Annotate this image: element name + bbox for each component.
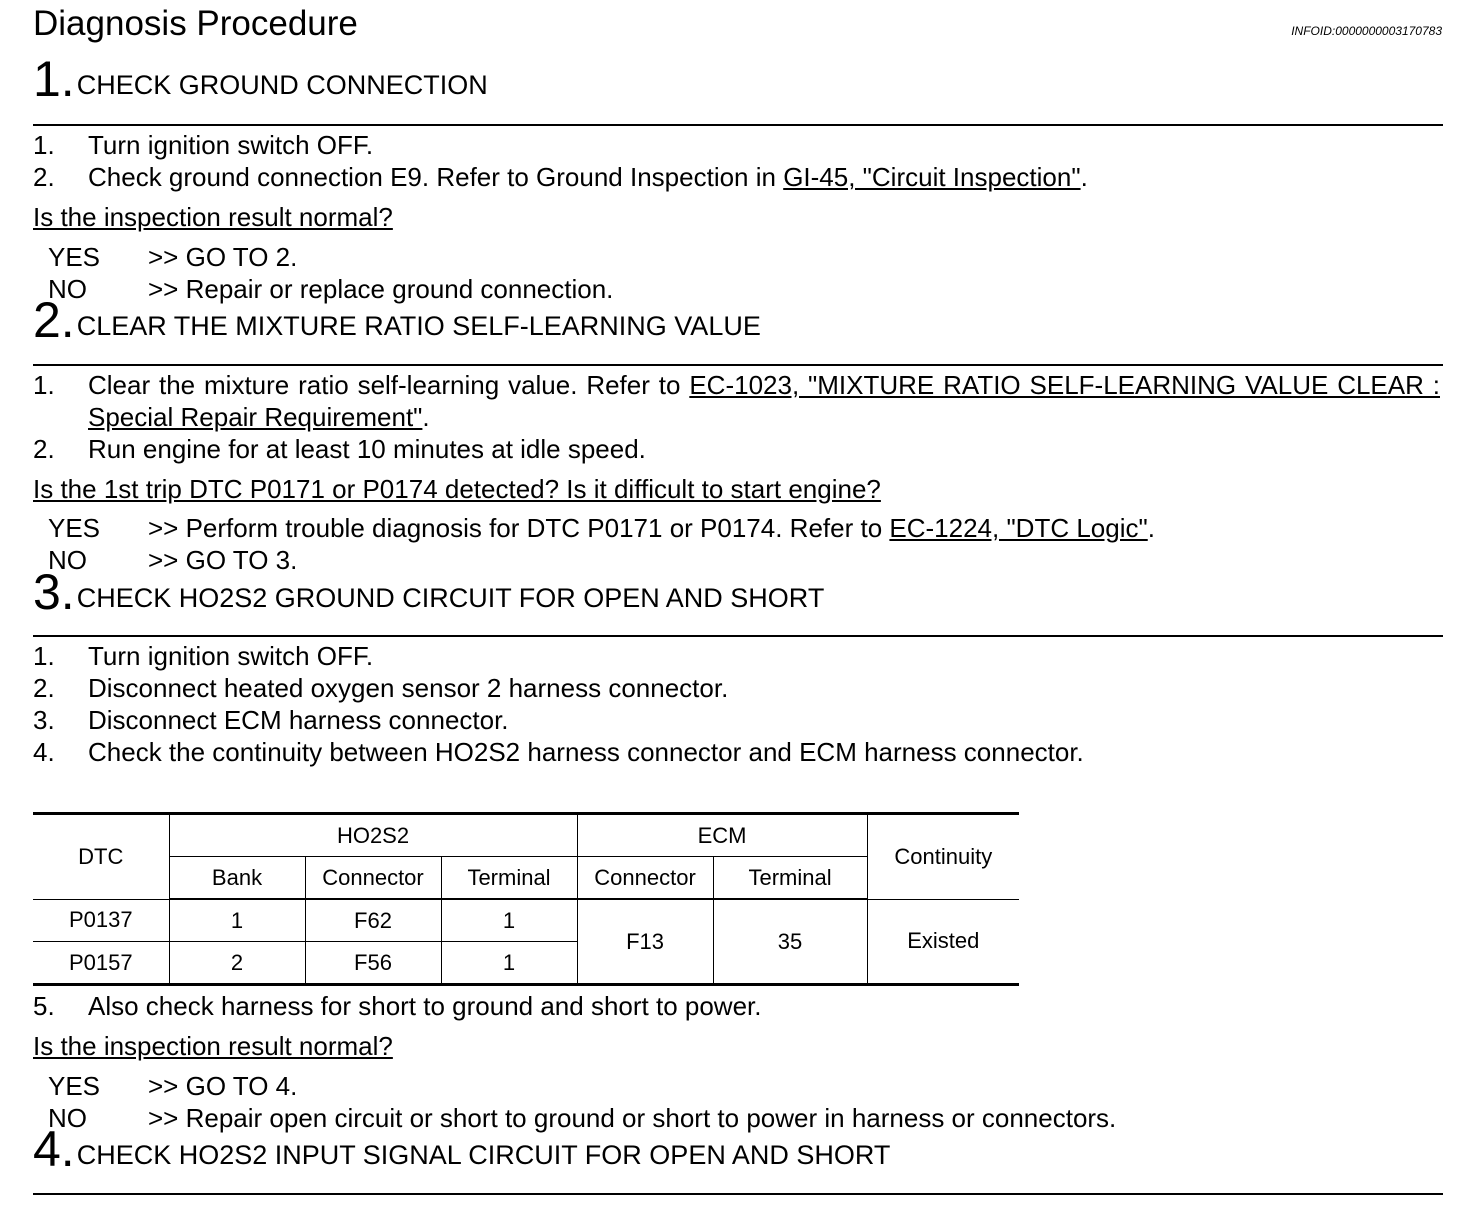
step-1-question: Is the inspection result normal? — [33, 202, 393, 232]
step-1-heading — [33, 51, 1443, 107]
header-terminal: Terminal — [441, 857, 577, 900]
list-item: 4. Check the continuity between HO2S2 harness connector and ECM harness connector. — [33, 737, 1084, 767]
step-1-list — [33, 129, 1440, 193]
divider — [33, 1193, 1443, 1195]
circuit-inspection-link[interactable]: GI-45, "Circuit Inspection" — [783, 162, 1081, 192]
dtc-logic-link[interactable]: EC-1224, "DTC Logic" — [889, 513, 1148, 543]
list-item: 1. Turn ignition switch OFF. — [33, 130, 374, 160]
step-number: 3. — [33, 564, 75, 620]
step-number: 2. — [33, 292, 75, 348]
answer-yes: YES >> GO TO 2. — [48, 242, 298, 272]
table-row: P0157 2 F56 1 — [33, 942, 1019, 985]
answer-yes: YES >> Perform trouble diagnosis for DTC P0171 or P0174. Refer to EC-1224, "DTC Logic". — [48, 513, 1155, 543]
header-ecm: ECM — [577, 814, 867, 857]
answer-no: NO >> Repair open circuit or short to ground or short to power in harness or connectors. — [48, 1103, 1117, 1133]
header-ecm-terminal: Terminal — [713, 857, 867, 900]
table-row: P0137 1 F62 1 F13 35 Existed — [33, 899, 1019, 942]
step-2-question: Is the 1st trip DTC P0171 or P0174 detected? Is it difficult to start engine? — [33, 474, 881, 504]
ecm-terminal-cell: 35 — [713, 899, 867, 985]
step-title: CLEAR THE MIXTURE RATIO SELF-LEARNING VALUE — [76, 311, 761, 341]
continuity-table — [33, 812, 1019, 986]
ecm-connector-cell: F13 — [577, 899, 713, 985]
continuity-cell: Existed — [867, 899, 1019, 985]
divider — [33, 364, 1443, 366]
answer-no: NO >> Repair or replace ground connection. — [48, 274, 614, 304]
header-connector: Connector — [305, 857, 441, 900]
step-3-heading — [33, 564, 1443, 620]
list-item: 3. Disconnect ECM harness connector. — [33, 705, 509, 735]
list-item: 2. Check ground connection E9. Refer to Ground Inspection in GI-45, "Circuit Inspection". — [33, 162, 1088, 192]
answer-no: NO >> GO TO 3. — [48, 545, 298, 575]
step-2-heading — [33, 292, 1443, 348]
step-title: CHECK HO2S2 GROUND CIRCUIT FOR OPEN AND SHORT — [76, 583, 825, 613]
header-bank: Bank — [169, 857, 305, 900]
answer-yes: YES >> GO TO 4. — [48, 1071, 298, 1101]
list-item: 1. Turn ignition switch OFF. — [33, 641, 374, 671]
page-title: Diagnosis Procedure — [33, 4, 358, 43]
list-item: 5. Also check harness for short to ground and short to power. — [33, 991, 762, 1021]
header-ho2s2: HO2S2 — [169, 814, 577, 857]
step-number: 1. — [33, 51, 75, 107]
info-id: INFOID:0000000003170783 — [1291, 24, 1442, 38]
step-title: CHECK GROUND CONNECTION — [76, 70, 488, 100]
header-ecm-connector: Connector — [577, 857, 713, 900]
divider — [33, 635, 1443, 637]
step-4-heading — [33, 1121, 1443, 1177]
list-item: 2. Disconnect heated oxygen sensor 2 harness connector. — [33, 673, 729, 703]
list-item: 1. Clear the mixture ratio self-learning value. Refer to EC-1023, "MIXTURE RATIO SELF-LEARNING VALUE CLEAR : Special Repair Requirement". — [33, 370, 1440, 432]
step-3-list — [33, 640, 1440, 768]
step-3-question: Is the inspection result normal? — [33, 1031, 393, 1061]
step-title: CHECK HO2S2 INPUT SIGNAL CIRCUIT FOR OPEN AND SHORT — [76, 1140, 891, 1170]
step-2-list — [33, 369, 1440, 465]
step-number: 4. — [33, 1121, 75, 1177]
mixture-ratio-link[interactable]: EC-1023, "MIXTURE RATIO SELF-LEARNING VALUE CLEAR : Special Repair Requirement" — [88, 370, 1440, 432]
header-continuity: Continuity — [867, 814, 1019, 900]
list-item: 2. Run engine for at least 10 minutes at idle speed. — [33, 434, 646, 464]
step-3-list-continued — [33, 990, 1440, 1022]
divider — [33, 124, 1443, 126]
header-dtc: DTC — [33, 814, 169, 900]
